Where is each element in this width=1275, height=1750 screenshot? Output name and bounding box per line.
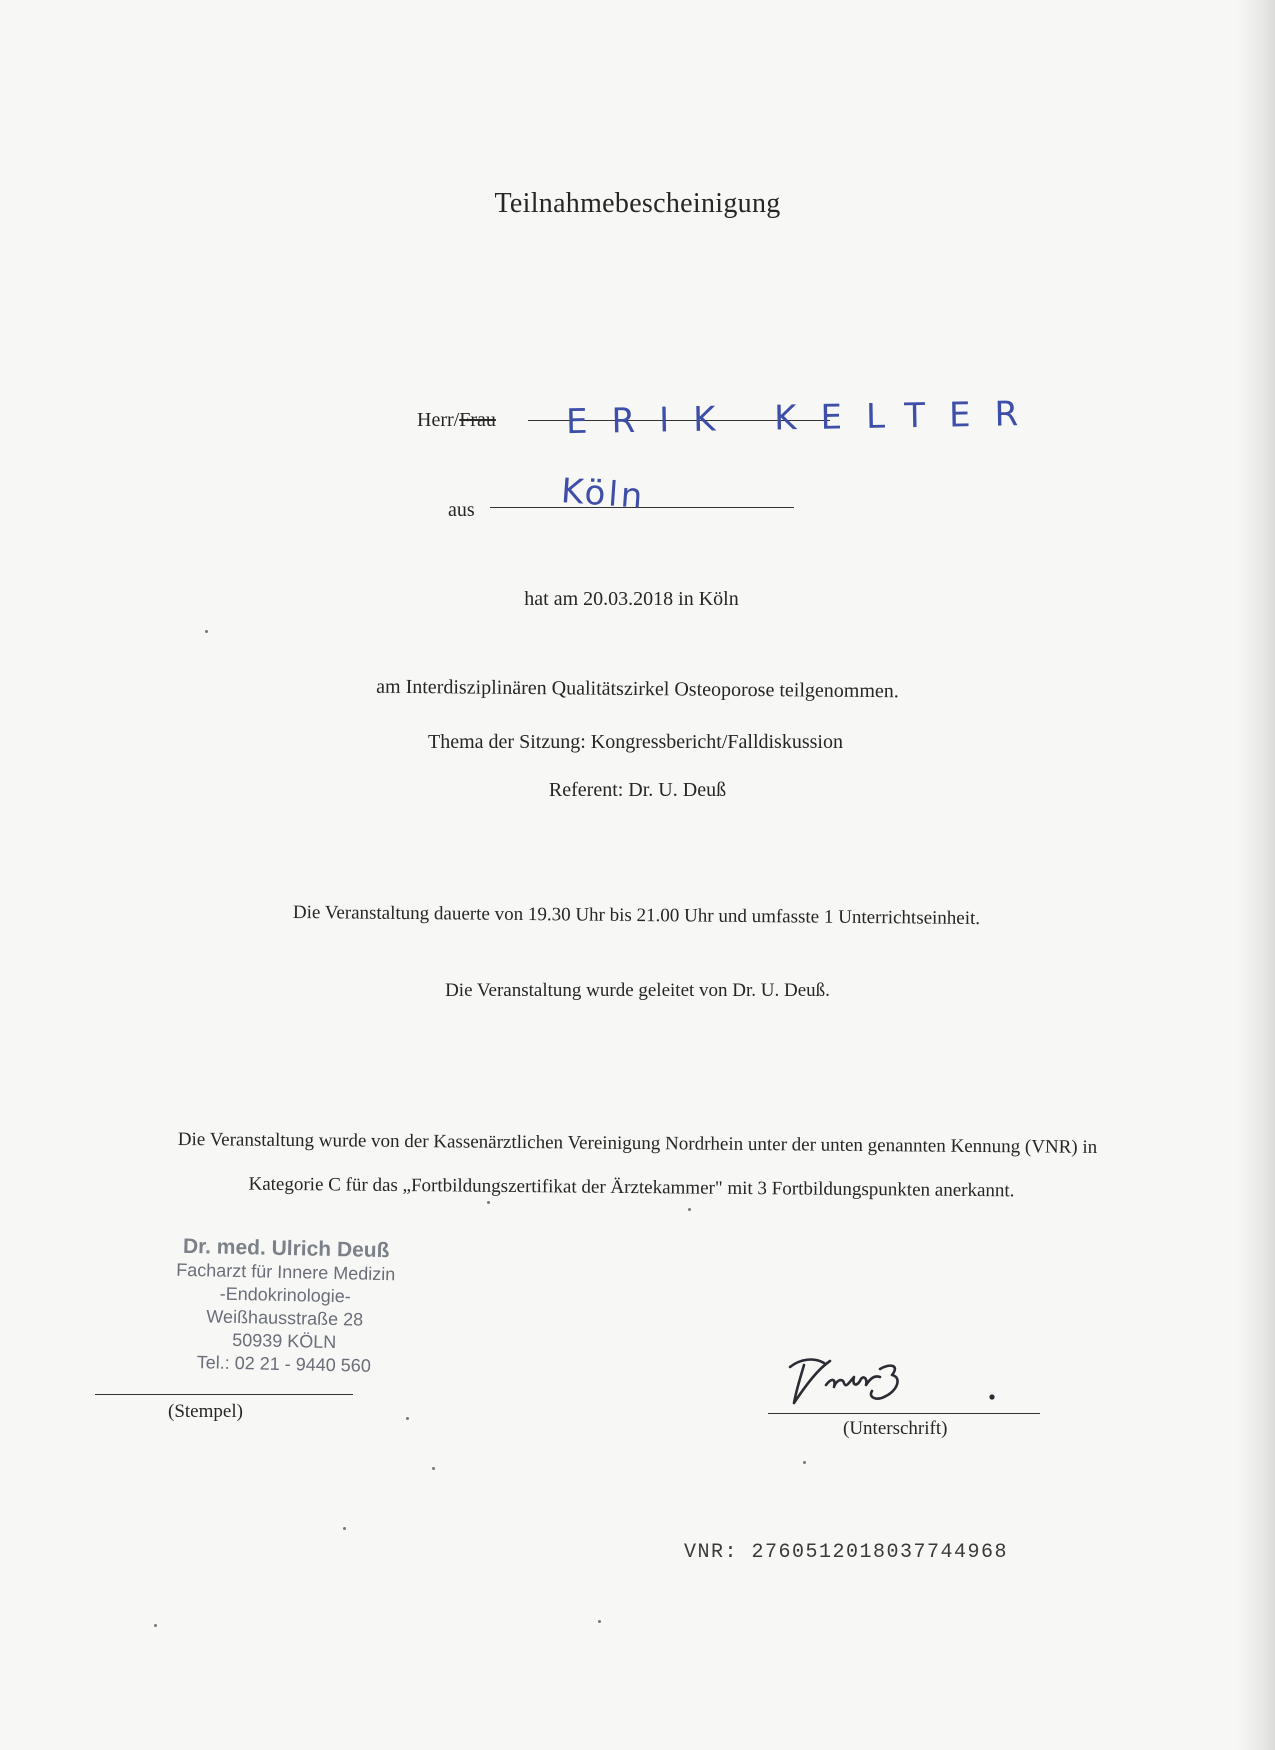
scan-speck — [343, 1527, 346, 1530]
signature-caption: (Unterschrift) — [843, 1418, 948, 1439]
scan-speck — [406, 1417, 409, 1420]
scan-speck — [598, 1620, 601, 1623]
stamp-caption: (Stempel) — [168, 1401, 243, 1422]
salutation-label — [417, 409, 496, 432]
signature-line — [768, 1413, 1040, 1414]
from-label: aus — [448, 499, 475, 521]
stamp-street: Weißhausstraße 28 — [206, 1306, 364, 1330]
lead-line: Die Veranstaltung wurde geleitet von Dr. U. Deuß. — [445, 980, 830, 1001]
accreditation-line-2: Kategorie C für das „Fortbildungszertifikat der Ärztekammer" mit 3 Fortbildungspunkten anerkannt. — [248, 1173, 1015, 1202]
scan-edge — [1237, 0, 1275, 1750]
topic-line: Thema der Sitzung: Kongressbericht/Falldiskussion — [428, 731, 843, 753]
accreditation-line-1: Die Veranstaltung wurde von der Kassenärztlichen Vereinigung Nordrhein unter der unten genannten Kennung (VNR) in — [177, 1128, 1098, 1159]
vnr-number: VNR: 2760512018037744968 — [684, 1541, 1009, 1564]
scan-speck — [688, 1208, 691, 1211]
scan-speck — [487, 1201, 490, 1204]
document-title: Teilnahmebescheinigung — [494, 188, 781, 219]
duration-line: Die Veranstaltung dauerte von 19.30 Uhr bis 21.00 Uhr und umfasste 1 Unterrichtseinheit. — [292, 902, 981, 929]
participant-city-handwritten: Köln — [559, 471, 647, 517]
stamp-line — [95, 1394, 353, 1395]
stamp-specialty: Facharzt für Innere Medizin — [175, 1259, 396, 1285]
scan-speck — [432, 1467, 435, 1470]
participant-name-handwritten: ERIK KELTER — [565, 393, 1043, 443]
stamp-phone: Tel.: 02 21 - 9440 560 — [196, 1352, 372, 1376]
stamp-city: 50939 KÖLN — [232, 1329, 337, 1353]
scan-speck — [154, 1624, 157, 1627]
scan-speck — [205, 630, 208, 633]
salutation-herr: Herr/ — [417, 409, 460, 431]
salutation-frau-struck: Frau — [459, 409, 496, 431]
doctor-stamp — [149, 1234, 422, 1379]
handwritten-signature — [780, 1345, 1010, 1415]
event-line: am Interdisziplinären Qualitätszirkel Osteoporose teilgenommen. — [376, 675, 899, 703]
scan-speck — [803, 1461, 806, 1464]
speaker-line: Referent: Dr. U. Deuß — [548, 779, 727, 801]
stamp-name: Dr. med. Ulrich Deuß — [182, 1234, 390, 1263]
date-line: hat am 20.03.2018 in Köln — [524, 588, 739, 610]
stamp-subspecialty: -Endokrinologie- — [219, 1283, 351, 1307]
